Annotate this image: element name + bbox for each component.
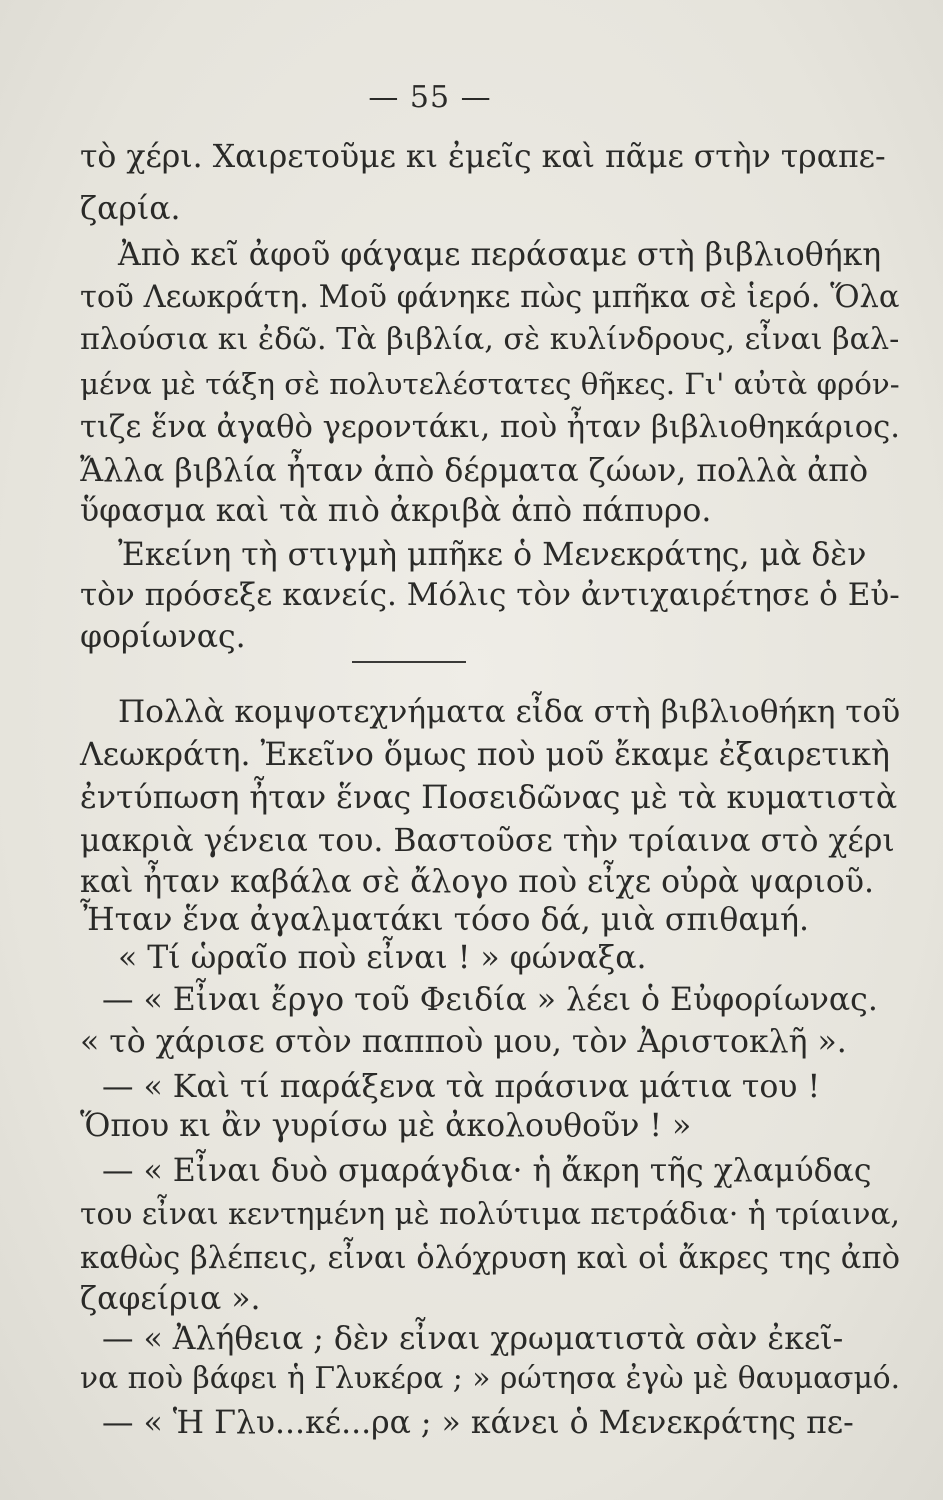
text-line: πλούσια κι ἐδῶ. Τὰ βιβλία, σὲ κυλίνδρους, εἶναι βαλ- (80, 322, 900, 357)
page-number: — 55 — (368, 80, 492, 115)
text-line: Ἦταν ἕνα ἀγαλματάκι τόσο δά, μιὰ σπιθαμή. (80, 902, 809, 938)
text-line: ζαρία. (80, 191, 181, 227)
text-line: — « Καὶ τί παράξενα τὰ πράσινα μάτια του ! (102, 1069, 821, 1105)
text-line: ὕφασμα καὶ τὰ πιὸ ἀκριβὰ ἀπὸ πάπυρο. (80, 493, 712, 529)
text-line: Ἄλλα βιβλία ἦταν ἀπὸ δέρματα ζώων, πολλὰ ἀπὸ (80, 453, 869, 489)
text-line: τὸν πρόσεξε κανείς. Μόλις τὸν ἀντιχαιρέτησε ὁ Εὐ- (80, 577, 900, 613)
text-line: Ὅπου κι ἂν γυρίσω μὲ ἀκολουθοῦν ! » (80, 1108, 692, 1144)
text-line: Ἀπὸ κεῖ ἀφοῦ φάγαμε περάσαμε στὴ βιβλιοθήκη (118, 237, 882, 273)
text-line: Ἐκείνη τὴ στιγμὴ μπῆκε ὁ Μενεκράτης, μὰ δὲν (118, 537, 867, 573)
section-separator (352, 661, 466, 663)
text-line: τὸ χέρι. Χαιρετοῦμε κι ἐμεῖς καὶ πᾶμε στὴν τραπε- (80, 139, 886, 175)
text-line: — « Εἶναι ἔργο τοῦ Φειδία » λέει ὁ Εὐφορίωνας. (102, 982, 878, 1018)
text-line: φορίωνας. (80, 619, 246, 655)
text-line: μακριὰ γένεια του. Βαστοῦσε τὴν τρίαινα στὸ χέρι (80, 823, 895, 859)
text-line: τιζε ἕνα ἀγαθὸ γεροντάκι, ποὺ ἦταν βιβλιοθηκάριος. (80, 410, 900, 445)
text-line: — « Εἶναι δυὸ σμαράγδια· ἡ ἄκρη τῆς χλαμύδας (102, 1153, 872, 1189)
text-line: καὶ ἦταν καβάλα σὲ ἄλογο ποὺ εἶχε οὐρὰ ψαριοῦ. (80, 864, 874, 900)
text-line: « τὸ χάρισε στὸν παπποὺ μου, τὸν Ἀριστοκλῆ ». (80, 1024, 847, 1060)
text-line: τοῦ Λεωκράτη. Μοῦ φάνηκε πὼς μπῆκα σὲ ἱερό. Ὅλα (80, 280, 900, 315)
text-line: Λεωκράτη. Ἐκεῖνο ὅμως ποὺ μοῦ ἔκαμε ἐξαιρετικὴ (80, 737, 890, 773)
text-line: Πολλὰ κομψοτεχνήματα εἶδα στὴ βιβλιοθήκη τοῦ (118, 694, 901, 730)
text-line: μένα μὲ τάξη σὲ πολυτελέστατες θῆκες. Γι' αὐτὰ φρόν- (80, 367, 900, 401)
text-line: ἐντύπωση ἦταν ἕνας Ποσειδῶνας μὲ τὰ κυματιστὰ (80, 780, 898, 816)
text-line: « Τί ὡραῖο ποὺ εἶναι ! » φώναξα. (118, 940, 647, 976)
text-line: να ποὺ βάφει ἡ Γλυκέρα ; » ρώτησα ἐγὼ μὲ θαυμασμό. (80, 1361, 901, 1396)
text-line: — « Ἡ Γλυ...κέ...ρα ; » κάνει ὁ Μενεκράτης πε- (102, 1405, 854, 1441)
text-line: του εἶναι κεντημένη μὲ πολύτιμα πετράδια· ἡ τρίαινα, (80, 1197, 900, 1232)
text-line: — « Ἀλήθεια ; δὲν εἶναι χρωματιστὰ σὰν ἐκεῖ- (102, 1321, 844, 1357)
text-line: καθὼς βλέπεις, εἶναι ὁλόχρυση καὶ οἱ ἄκρες της ἀπὸ (80, 1241, 900, 1276)
text-line: ζαφείρια ». (80, 1281, 261, 1317)
